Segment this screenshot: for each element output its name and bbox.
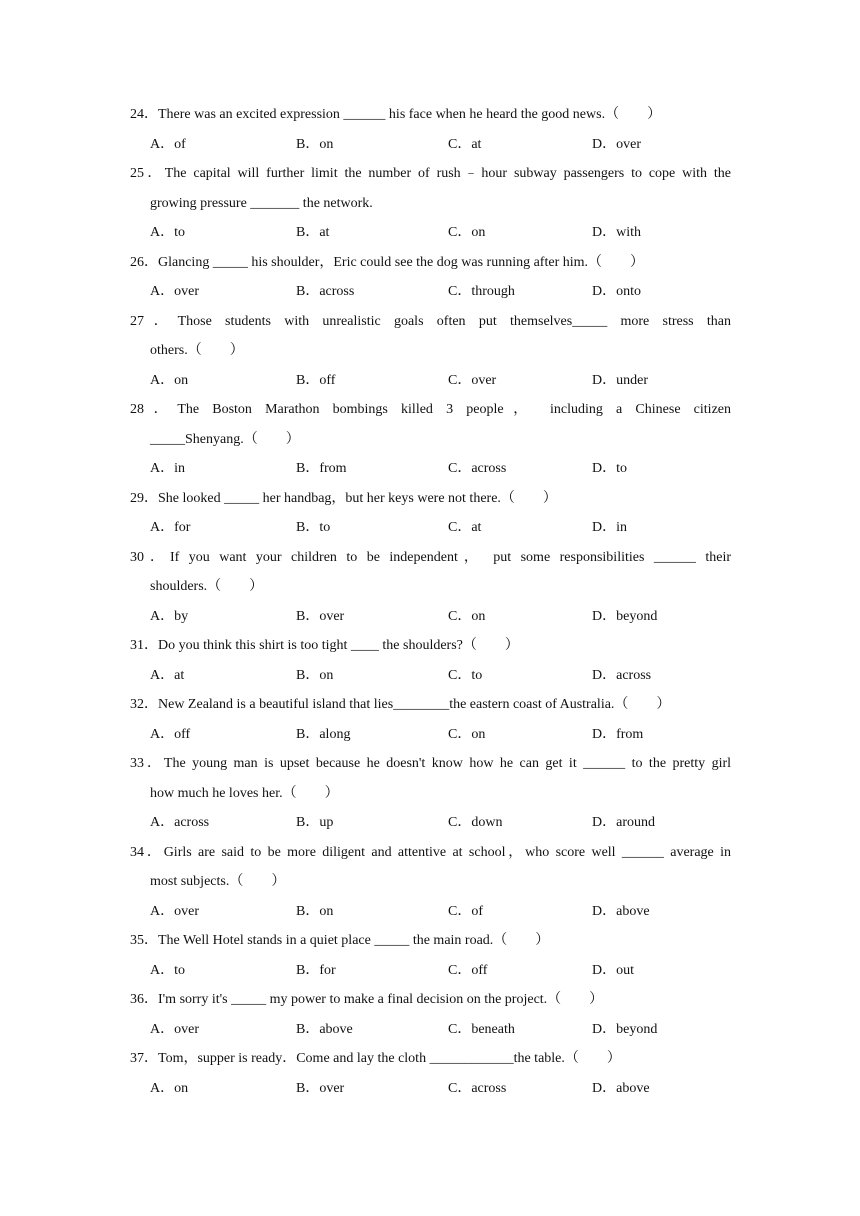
option-b: B．for — [296, 962, 336, 978]
option-b: B．to — [296, 520, 331, 535]
option-c: C．over — [448, 372, 497, 388]
option-b: B．on — [296, 903, 334, 919]
option-d: D．beyond — [592, 608, 658, 624]
option-c: C．at — [448, 520, 482, 535]
option-a: A．over — [150, 1021, 199, 1037]
question-text: Glancing _____ his shoulder，Eric could see the dog was running after him.（ ） — [158, 254, 645, 270]
options-row — [130, 130, 731, 160]
option-a: A．of — [150, 136, 186, 152]
option-a: A．to — [150, 225, 185, 240]
question-text-continued: others.（ ） — [150, 343, 244, 358]
question-text-continued: _____Shenyang.（ ） — [150, 431, 300, 447]
question-32 — [130, 690, 731, 720]
question-text: Do you think this shirt is too tight ____ the shoulders?（ ） — [158, 638, 519, 653]
question-33 — [130, 749, 731, 808]
question-text-continued: how much he loves her.（ ） — [150, 785, 339, 801]
option-d: D．to — [592, 461, 627, 476]
question-text: She looked _____ her handbag，but her keys were not there.（ ） — [158, 490, 557, 506]
option-c: C．across — [448, 1080, 507, 1096]
question-text: New Zealand is a beautiful island that lies________the eastern coast of Australia.（ ） — [158, 697, 671, 712]
question-26 — [130, 248, 731, 278]
options-row — [130, 808, 731, 838]
options-row — [130, 661, 731, 691]
option-b: B．along — [296, 726, 351, 742]
option-b: B．on — [296, 136, 334, 152]
question-27 — [130, 307, 731, 366]
question-36 — [130, 985, 731, 1015]
question-number: 29． — [130, 490, 158, 506]
question-text: The Boston Marathon bombings killed 3 people， including a Chinese citizen — [177, 402, 731, 417]
question-text: The Well Hotel stands in a quiet place _____ the main road.（ ） — [158, 933, 550, 948]
option-d: D．under — [592, 372, 648, 388]
question-24 — [130, 100, 731, 130]
option-c: C．down — [448, 815, 503, 830]
option-b: B．from — [296, 461, 347, 476]
question-25 — [130, 159, 731, 218]
question-number: 36． — [130, 992, 158, 1007]
option-c: C．of — [448, 903, 483, 919]
question-text: Girls are said to be more diligent and attentive at school，who score well ______ average in — [163, 844, 732, 860]
question-31 — [130, 631, 731, 661]
question-34 — [130, 838, 731, 897]
option-a: A．across — [150, 815, 210, 830]
option-a: A．on — [150, 372, 189, 388]
options-row — [130, 218, 731, 248]
question-text-continued: growing pressure _______ the network. — [150, 195, 373, 211]
option-c: C．on — [448, 225, 486, 240]
option-d: D．in — [592, 520, 627, 535]
option-d: D．above — [592, 903, 650, 919]
question-list — [130, 100, 731, 1103]
question-number: 31． — [130, 638, 158, 653]
question-number: 35． — [130, 933, 158, 948]
option-c: C．to — [448, 667, 483, 683]
option-d: D．with — [592, 225, 641, 240]
option-c: C．beneath — [448, 1021, 515, 1037]
question-number: 26． — [130, 254, 158, 270]
question-35 — [130, 926, 731, 956]
option-c: C．across — [448, 461, 507, 476]
option-b: B．across — [296, 284, 355, 299]
option-a: A．on — [150, 1080, 189, 1096]
option-a: A．for — [150, 520, 191, 535]
question-number: 24． — [130, 107, 158, 122]
question-30 — [130, 543, 731, 602]
option-d: D．beyond — [592, 1021, 658, 1037]
question-number: 27． — [130, 313, 178, 329]
options-row — [130, 277, 731, 307]
question-text-continued: shoulders.（ ） — [150, 579, 264, 594]
option-a: A．in — [150, 461, 185, 476]
option-a: A．by — [150, 608, 189, 624]
option-a: A．over — [150, 284, 199, 299]
options-row — [130, 366, 731, 396]
option-d: D．around — [592, 815, 655, 830]
question-text: The young man is upset because he doesn't know how he can get it ______ to the pretty girl — [163, 756, 732, 771]
option-b: B．over — [296, 608, 345, 624]
option-c: C．through — [448, 284, 515, 299]
question-28 — [130, 395, 731, 454]
question-number: 37． — [130, 1051, 158, 1066]
question-number: 33． — [130, 756, 164, 771]
option-b: B．up — [296, 815, 334, 830]
question-29 — [130, 484, 731, 514]
options-row — [130, 513, 731, 543]
option-d: D．over — [592, 136, 641, 152]
question-number: 32． — [130, 697, 158, 712]
option-a: A．at — [150, 667, 185, 683]
question-text: Those students with unrealistic goals often put themselves_____ more stress than — [177, 313, 732, 329]
option-a: A．to — [150, 962, 185, 978]
option-b: B．off — [296, 372, 336, 388]
option-d: D．out — [592, 962, 634, 978]
question-text: There was an excited expression ______ his face when he heard the good news.（ ） — [158, 107, 662, 122]
question-37 — [130, 1044, 731, 1074]
options-row — [130, 454, 731, 484]
options-row — [130, 1074, 731, 1104]
option-c: C．on — [448, 726, 486, 742]
option-d: D．across — [592, 667, 652, 683]
options-row — [130, 1015, 731, 1045]
options-row — [130, 956, 731, 986]
question-number: 30． — [130, 549, 170, 565]
question-number: 25． — [130, 166, 165, 181]
question-text: Tom，supper is ready．Come and lay the cloth ____________the table.（ ） — [158, 1051, 621, 1066]
option-b: B．on — [296, 667, 334, 683]
option-d: D．above — [592, 1080, 650, 1096]
option-a: A．off — [150, 726, 191, 742]
question-text: I'm sorry it's _____ my power to make a final decision on the project.（ ） — [158, 992, 604, 1007]
options-row — [130, 602, 731, 632]
question-number: 34． — [130, 844, 164, 860]
option-c: C．off — [448, 962, 488, 978]
option-b: B．at — [296, 225, 330, 240]
option-b: B．over — [296, 1080, 345, 1096]
question-text-continued: most subjects.（ ） — [150, 874, 286, 889]
options-row — [130, 897, 731, 927]
option-d: D．onto — [592, 284, 641, 299]
question-text: If you want your children to be independent， put some responsibilities ______ their — [169, 549, 732, 565]
options-row — [130, 720, 731, 750]
question-number: 28． — [130, 402, 178, 417]
option-c: C．at — [448, 136, 482, 152]
option-c: C．on — [448, 608, 486, 624]
option-a: A．over — [150, 903, 199, 919]
option-b: B．above — [296, 1021, 353, 1037]
question-text: The capital will further limit the number of rush﹣hour subway passengers to cope with the — [164, 166, 731, 181]
option-d: D．from — [592, 726, 644, 742]
